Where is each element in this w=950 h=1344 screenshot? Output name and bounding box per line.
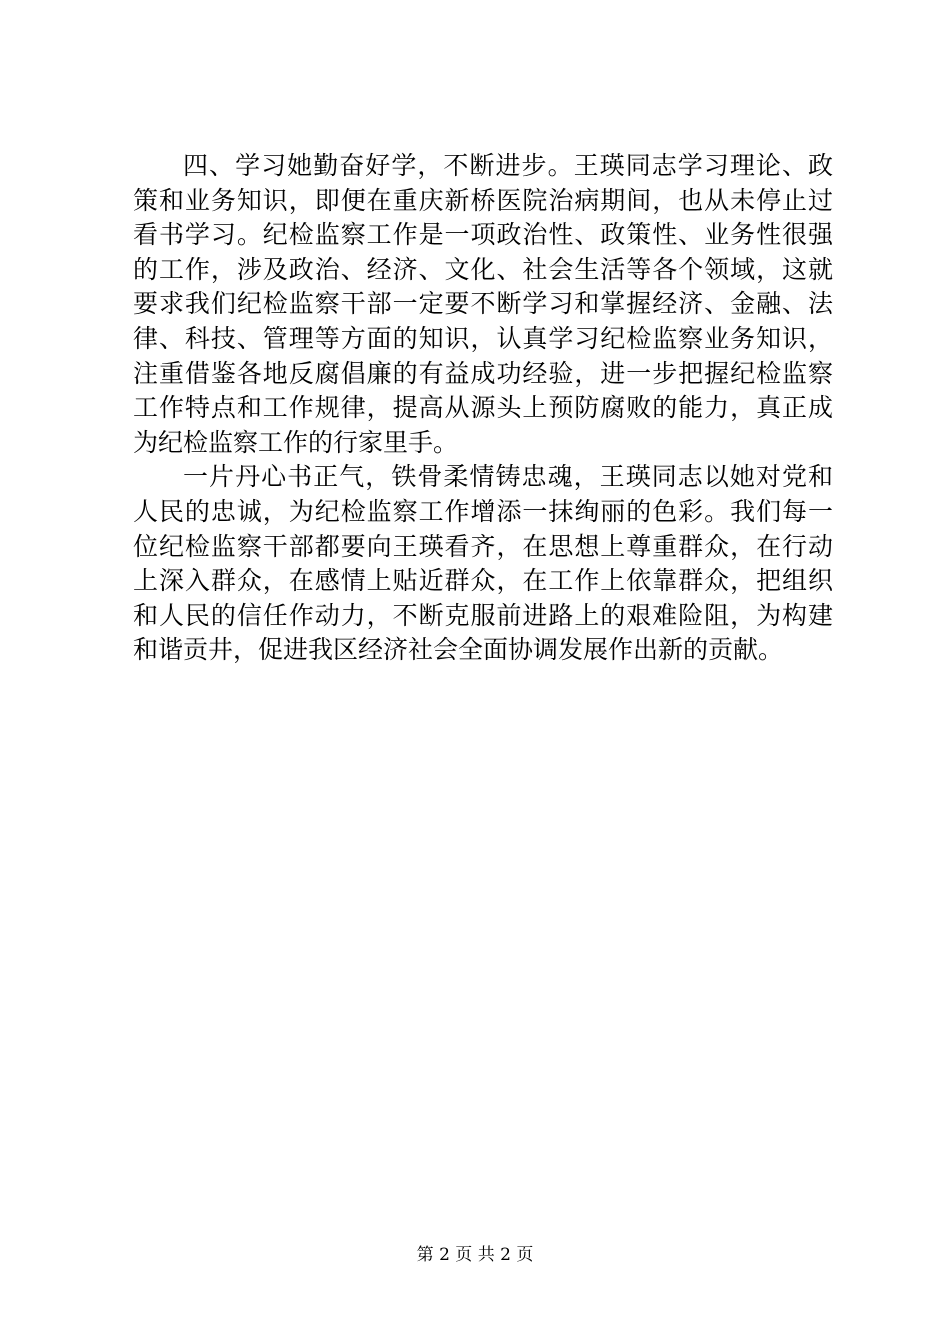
paragraph-2-line-1: 一片丹心书正气，铁骨柔情铸忠魂，王瑛同志以她对党和 [183, 462, 833, 492]
paragraph-2-line-3: 位纪检监察干部都要向王瑛看齐，在思想上尊重群众，在行动 [133, 531, 833, 561]
paragraph-1-line-4: 的工作，涉及政治、经济、文化、社会生活等各个领域，这就 [133, 254, 833, 284]
paragraph-1-line-5: 要求我们纪检监察干部一定要不断学习和掌握经济、金融、法 [133, 289, 833, 319]
page-footer [0, 1243, 950, 1267]
page-number-label: 第 2 页 共 2 页 [416, 1245, 534, 1265]
paragraph-1-line-9: 为纪检监察工作的行家里手。 [133, 427, 459, 457]
paragraph-2-line-5: 和人民的信任作动力，不断克服前进路上的艰难险阻，为构建 [133, 600, 833, 630]
paragraph-1-line-1: 四、学习她勤奋好学，不断进步。王瑛同志学习理论、政 [183, 151, 833, 180]
paragraph-1-line-3: 看书学习。纪检监察工作是一项政治性、政策性、业务性很强 [133, 220, 833, 250]
paragraph-1-line-8: 工作特点和工作规律，提高从源头上预防腐败的能力，真正成 [133, 393, 833, 423]
paragraph-1-line-7: 注重借鉴各地反腐倡廉的有益成功经验，进一步把握纪检监察 [133, 358, 833, 388]
paragraph-1-line-2: 策和业务知识，即便在重庆新桥医院治病期间，也从未停止过 [133, 185, 833, 215]
paragraph-2-line-6: 和谐贡井，促进我区经济社会全面协调发展作出新的贡献。 [133, 635, 784, 665]
paragraph-2-line-4: 上深入群众，在感情上贴近群众，在工作上依靠群众，把组织 [133, 566, 833, 596]
paragraph-2-line-2: 人民的忠诚，为纪检监察工作增添一抹绚丽的色彩。我们每一 [133, 496, 833, 526]
document-body [133, 149, 833, 668]
paragraph-1-line-6: 律、科技、管理等方面的知识，认真学习纪检监察业务知识， [133, 323, 833, 353]
